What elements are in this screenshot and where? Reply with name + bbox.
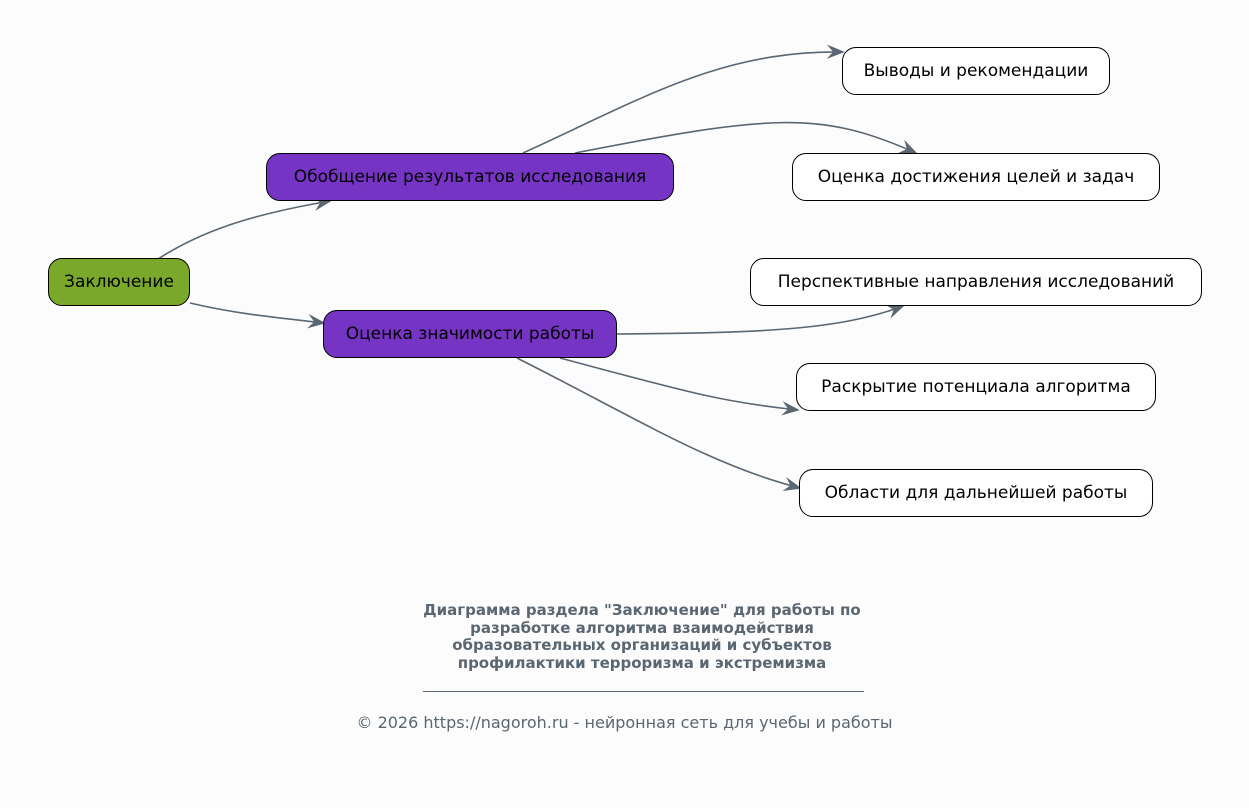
caption-title-line: профилактики терроризма и экстремизма	[457, 653, 827, 672]
edge-summary-to-goals	[575, 123, 916, 153]
node-summary-of-results: Обобщение результатов исследования	[266, 153, 674, 201]
node-root-conclusion: Заключение	[48, 258, 190, 306]
node-further-work-areas: Области для дальнейшей работы	[799, 469, 1153, 517]
caption-divider	[423, 691, 864, 692]
edge-summary-to-conclusions	[523, 52, 843, 153]
edge-significance-to-potential	[560, 358, 798, 410]
node-research-prospects: Перспективные направления исследований	[750, 258, 1202, 306]
edge-root-to-summary	[158, 201, 330, 259]
caption-title-line: образовательных организаций и субъектов	[452, 636, 832, 654]
node-conclusions-and-recommendations: Выводы и рекомендации	[842, 47, 1110, 95]
copyright-footer: © 2026 https://nagoroh.ru - нейронная сеть для учебы и работы	[356, 713, 893, 732]
edge-root-to-significance	[190, 303, 324, 323]
edge-significance-to-further-work	[517, 358, 800, 488]
caption-title-line: разработке алгоритма взаимодействия	[470, 618, 814, 637]
node-algorithm-potential: Раскрытие потенциала алгоритма	[796, 363, 1156, 411]
diagram-caption-title	[342, 602, 942, 672]
node-significance-assessment: Оценка значимости работы	[323, 310, 617, 358]
edge-significance-to-prospects	[617, 306, 903, 334]
caption-title-line: Диаграмма раздела "Заключение" для работы по	[423, 601, 861, 619]
node-goals-achievement: Оценка достижения целей и задач	[792, 153, 1160, 201]
